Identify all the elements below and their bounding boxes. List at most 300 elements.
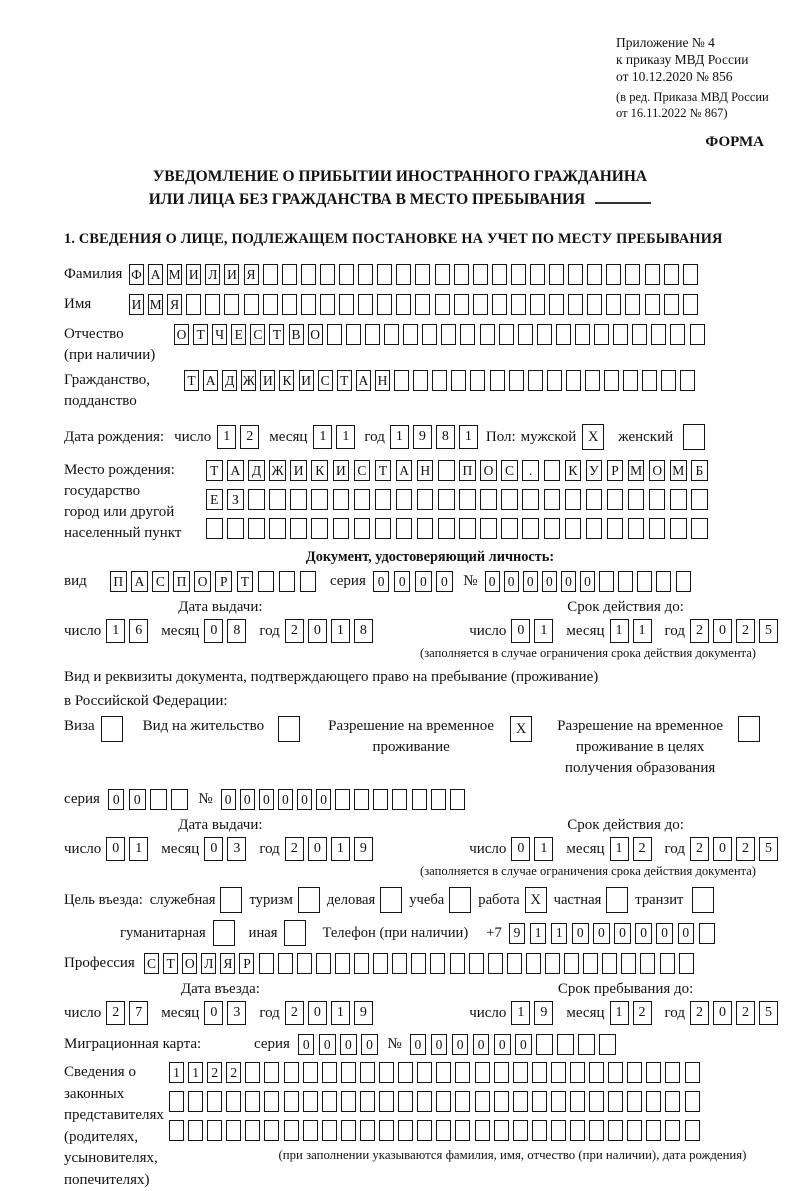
staydoc-issue-month[interactable] (204, 837, 250, 861)
box-cell[interactable]: 1 (610, 1001, 629, 1025)
box-cell[interactable] (594, 324, 609, 345)
box-cell[interactable] (358, 264, 373, 285)
box-cell[interactable]: 1 (633, 619, 652, 643)
box-cell[interactable] (377, 294, 392, 315)
box-cell[interactable] (396, 489, 413, 510)
entry-day[interactable] (106, 1001, 152, 1025)
box-cell[interactable] (432, 370, 447, 391)
box-cell[interactable] (513, 1062, 528, 1083)
birthplace-row-2[interactable] (206, 489, 712, 510)
staydoc-issue-day[interactable] (106, 837, 152, 861)
box-cell[interactable]: 0 (485, 571, 500, 592)
box-cell[interactable] (589, 1091, 604, 1112)
box-cell[interactable]: 0 (308, 837, 327, 861)
box-cell[interactable] (494, 1091, 509, 1112)
temp-residence-checkbox[interactable] (510, 716, 532, 742)
box-cell[interactable] (459, 518, 476, 539)
staydoc-issue-year[interactable] (285, 837, 377, 861)
box-cell[interactable] (450, 953, 465, 974)
box-cell[interactable]: 1 (129, 837, 148, 861)
box-cell[interactable]: 0 (511, 837, 530, 861)
box-cell[interactable]: Д (248, 460, 265, 481)
box-cell[interactable] (568, 294, 583, 315)
box-cell[interactable] (417, 1091, 432, 1112)
box-cell[interactable]: Я (244, 264, 259, 285)
box-cell[interactable]: 2 (285, 619, 304, 643)
box-cell[interactable] (436, 1062, 451, 1083)
box-cell[interactable] (245, 1091, 260, 1112)
box-cell[interactable] (375, 489, 392, 510)
box-cell[interactable]: 3 (227, 1001, 246, 1025)
box-cell[interactable]: Ч (212, 324, 227, 345)
box-cell[interactable] (339, 264, 354, 285)
representatives-row-3[interactable] (169, 1120, 796, 1141)
box-cell[interactable] (623, 370, 638, 391)
box-cell[interactable]: 0 (511, 619, 530, 643)
box-cell[interactable] (586, 518, 603, 539)
box-cell[interactable]: 0 (473, 1034, 490, 1055)
box-cell[interactable]: А (356, 370, 371, 391)
box-cell[interactable] (469, 953, 484, 974)
box-cell[interactable]: 8 (227, 619, 246, 643)
box-cell[interactable]: Р (607, 460, 624, 481)
box-cell[interactable] (455, 1120, 470, 1141)
box-cell[interactable] (403, 324, 418, 345)
box-cell[interactable] (226, 1120, 241, 1141)
box-cell[interactable] (379, 1120, 394, 1141)
box-cell[interactable] (341, 1062, 356, 1083)
box-cell[interactable] (206, 518, 223, 539)
box-cell[interactable] (473, 264, 488, 285)
box-cell[interactable] (207, 1091, 222, 1112)
box-cell[interactable]: 0 (593, 923, 610, 944)
box-cell[interactable] (169, 1091, 184, 1112)
box-cell[interactable]: 0 (494, 1034, 511, 1055)
box-cell[interactable]: О (182, 953, 197, 974)
box-cell[interactable] (333, 518, 350, 539)
purpose-study-checkbox[interactable] (449, 887, 471, 913)
box-cell[interactable] (435, 264, 450, 285)
box-cell[interactable] (578, 1034, 595, 1055)
box-cell[interactable] (628, 489, 645, 510)
birthplace-row-3[interactable] (206, 518, 712, 539)
sex-male-checkbox[interactable] (582, 424, 604, 450)
box-cell[interactable] (494, 1062, 509, 1083)
box-cell[interactable] (570, 1062, 585, 1083)
iddoc-issue-month[interactable] (204, 619, 250, 643)
box-cell[interactable] (651, 324, 666, 345)
stay-until-day[interactable] (511, 1001, 557, 1025)
box-cell[interactable]: 0 (580, 571, 595, 592)
box-cell[interactable]: 2 (690, 837, 709, 861)
box-cell[interactable] (606, 294, 621, 315)
box-cell[interactable]: 5 (759, 837, 778, 861)
box-cell[interactable]: 1 (534, 619, 553, 643)
box-cell[interactable]: 0 (308, 619, 327, 643)
box-cell[interactable] (360, 1062, 375, 1083)
box-cell[interactable] (213, 920, 235, 946)
box-cell[interactable] (646, 1062, 661, 1083)
box-cell[interactable] (346, 324, 361, 345)
box-cell[interactable]: П (173, 571, 190, 592)
box-cell[interactable] (608, 1091, 623, 1112)
box-cell[interactable]: 0 (656, 923, 673, 944)
box-cell[interactable] (354, 789, 369, 810)
box-cell[interactable] (501, 518, 518, 539)
box-cell[interactable]: 1 (610, 837, 629, 861)
box-cell[interactable]: И (224, 264, 239, 285)
given-name-field[interactable] (129, 294, 702, 315)
box-cell[interactable] (244, 294, 259, 315)
migcard-number-field[interactable] (410, 1034, 621, 1055)
box-cell[interactable] (392, 789, 407, 810)
box-cell[interactable] (379, 1062, 394, 1083)
box-cell[interactable] (335, 953, 350, 974)
box-cell[interactable] (415, 264, 430, 285)
box-cell[interactable]: 0 (614, 923, 631, 944)
box-cell[interactable]: 0 (713, 837, 732, 861)
box-cell[interactable] (297, 953, 312, 974)
box-cell[interactable]: Я (220, 953, 235, 974)
box-cell[interactable]: 1 (217, 425, 236, 449)
phone-field[interactable] (509, 923, 720, 944)
box-cell[interactable] (507, 953, 522, 974)
box-cell[interactable] (490, 370, 505, 391)
box-cell[interactable] (354, 518, 371, 539)
box-cell[interactable] (226, 1091, 241, 1112)
box-cell[interactable]: Н (417, 460, 434, 481)
box-cell[interactable] (392, 953, 407, 974)
doc-type-field[interactable] (110, 571, 321, 592)
box-cell[interactable]: 2 (207, 1062, 222, 1083)
box-cell[interactable]: 2 (736, 1001, 755, 1025)
box-cell[interactable] (335, 789, 350, 810)
box-cell[interactable]: 9 (354, 1001, 373, 1025)
box-cell[interactable] (683, 264, 698, 285)
box-cell[interactable]: 2 (226, 1062, 241, 1083)
box-cell[interactable]: 0 (340, 1034, 357, 1055)
box-cell[interactable]: Р (239, 953, 254, 974)
purpose-official-checkbox[interactable] (220, 887, 242, 913)
box-cell[interactable]: 2 (633, 837, 652, 861)
birth-year-field[interactable] (390, 425, 482, 449)
box-cell[interactable] (565, 518, 582, 539)
box-cell[interactable] (431, 789, 446, 810)
purpose-other-checkbox[interactable] (284, 920, 306, 946)
box-cell[interactable]: 0 (452, 1034, 469, 1055)
purpose-tourism-checkbox[interactable] (298, 887, 320, 913)
box-cell[interactable] (599, 571, 614, 592)
birthplace-row-1[interactable] (206, 460, 712, 481)
box-cell[interactable]: 1 (331, 619, 350, 643)
box-cell[interactable] (341, 1091, 356, 1112)
box-cell[interactable] (536, 1034, 553, 1055)
box-cell[interactable] (475, 1062, 490, 1083)
box-cell[interactable] (360, 1091, 375, 1112)
box-cell[interactable] (258, 571, 275, 592)
box-cell[interactable]: И (186, 264, 201, 285)
box-cell[interactable] (640, 953, 655, 974)
box-cell[interactable]: 0 (436, 571, 453, 592)
box-cell[interactable] (316, 953, 331, 974)
box-cell[interactable]: . (522, 460, 539, 481)
box-cell[interactable] (649, 518, 666, 539)
box-cell[interactable] (680, 370, 695, 391)
box-cell[interactable] (627, 1062, 642, 1083)
box-cell[interactable]: 2 (240, 425, 259, 449)
box-cell[interactable]: Ж (241, 370, 256, 391)
box-cell[interactable]: 2 (690, 619, 709, 643)
box-cell[interactable] (263, 264, 278, 285)
box-cell[interactable] (436, 1091, 451, 1112)
box-cell[interactable] (354, 953, 369, 974)
box-cell[interactable] (513, 1120, 528, 1141)
box-cell[interactable]: 8 (354, 619, 373, 643)
box-cell[interactable]: 0 (298, 1034, 315, 1055)
box-cell[interactable] (551, 1062, 566, 1083)
box-cell[interactable]: 2 (285, 837, 304, 861)
box-cell[interactable] (690, 324, 705, 345)
box-cell[interactable] (532, 1120, 547, 1141)
box-cell[interactable] (460, 324, 475, 345)
box-cell[interactable]: 1 (551, 923, 568, 944)
box-cell[interactable]: 0 (561, 571, 576, 592)
box-cell[interactable]: 1 (534, 837, 553, 861)
box-cell[interactable] (599, 1034, 616, 1055)
box-cell[interactable] (544, 489, 561, 510)
box-cell[interactable] (396, 294, 411, 315)
box-cell[interactable] (649, 489, 666, 510)
box-cell[interactable] (284, 1091, 299, 1112)
box-cell[interactable] (608, 1062, 623, 1083)
box-cell[interactable] (339, 294, 354, 315)
iddoc-issue-year[interactable] (285, 619, 377, 643)
box-cell[interactable]: 5 (759, 1001, 778, 1025)
box-cell[interactable]: 0 (542, 571, 557, 592)
box-cell[interactable] (224, 294, 239, 315)
box-cell[interactable] (568, 264, 583, 285)
box-cell[interactable] (480, 518, 497, 539)
box-cell[interactable] (627, 1120, 642, 1141)
iddoc-issue-day[interactable] (106, 619, 152, 643)
box-cell[interactable]: Т (206, 460, 223, 481)
staydoc-expiry-day[interactable] (511, 837, 557, 861)
box-cell[interactable] (263, 294, 278, 315)
box-cell[interactable]: 0 (373, 571, 390, 592)
box-cell[interactable]: С (144, 953, 159, 974)
box-cell[interactable] (284, 1120, 299, 1141)
box-cell[interactable] (380, 887, 402, 913)
staydoc-expiry-year[interactable] (690, 837, 782, 861)
box-cell[interactable] (413, 370, 428, 391)
box-cell[interactable] (438, 460, 455, 481)
box-cell[interactable] (365, 324, 380, 345)
box-cell[interactable] (303, 1120, 318, 1141)
box-cell[interactable] (544, 518, 561, 539)
box-cell[interactable]: И (129, 294, 144, 315)
box-cell[interactable]: 2 (633, 1001, 652, 1025)
box-cell[interactable] (586, 489, 603, 510)
box-cell[interactable] (398, 1120, 413, 1141)
box-cell[interactable] (282, 294, 297, 315)
box-cell[interactable] (473, 294, 488, 315)
box-cell[interactable] (290, 489, 307, 510)
box-cell[interactable]: 1 (390, 425, 409, 449)
box-cell[interactable]: М (670, 460, 687, 481)
box-cell[interactable] (691, 518, 708, 539)
box-cell[interactable]: 2 (736, 837, 755, 861)
box-cell[interactable] (438, 489, 455, 510)
box-cell[interactable] (259, 953, 274, 974)
box-cell[interactable] (171, 789, 188, 810)
box-cell[interactable] (396, 264, 411, 285)
box-cell[interactable] (188, 1091, 203, 1112)
box-cell[interactable]: С (152, 571, 169, 592)
box-cell[interactable] (664, 264, 679, 285)
box-cell[interactable] (526, 953, 541, 974)
box-cell[interactable] (412, 789, 427, 810)
box-cell[interactable]: 5 (759, 619, 778, 643)
entry-year[interactable] (285, 1001, 377, 1025)
box-cell[interactable]: 1 (106, 619, 125, 643)
box-cell[interactable] (396, 518, 413, 539)
box-cell[interactable] (301, 294, 316, 315)
box-cell[interactable]: Л (205, 264, 220, 285)
box-cell[interactable] (186, 294, 201, 315)
iddoc-expiry-month[interactable] (610, 619, 656, 643)
box-cell[interactable]: А (396, 460, 413, 481)
box-cell[interactable] (564, 953, 579, 974)
box-cell[interactable]: Р (215, 571, 232, 592)
box-cell[interactable] (587, 264, 602, 285)
purpose-private-checkbox[interactable] (606, 887, 628, 913)
box-cell[interactable] (621, 953, 636, 974)
box-cell[interactable] (284, 920, 306, 946)
patronymic-field[interactable] (174, 324, 709, 345)
box-cell[interactable] (637, 571, 652, 592)
box-cell[interactable] (320, 294, 335, 315)
box-cell[interactable]: 6 (129, 619, 148, 643)
birth-day-field[interactable] (217, 425, 263, 449)
box-cell[interactable] (632, 324, 647, 345)
box-cell[interactable]: 0 (415, 571, 432, 592)
residence-permit-checkbox[interactable] (278, 716, 300, 742)
box-cell[interactable]: 0 (278, 789, 293, 810)
box-cell[interactable] (311, 518, 328, 539)
box-cell[interactable]: 1 (530, 923, 547, 944)
box-cell[interactable] (738, 716, 760, 742)
box-cell[interactable]: 0 (106, 837, 125, 861)
box-cell[interactable]: Т (184, 370, 199, 391)
box-cell[interactable] (303, 1062, 318, 1083)
box-cell[interactable] (530, 264, 545, 285)
box-cell[interactable] (665, 1091, 680, 1112)
box-cell[interactable] (618, 571, 633, 592)
box-cell[interactable] (566, 370, 581, 391)
box-cell[interactable]: К (279, 370, 294, 391)
box-cell[interactable]: П (459, 460, 476, 481)
box-cell[interactable] (656, 571, 671, 592)
box-cell[interactable] (518, 324, 533, 345)
box-cell[interactable] (278, 953, 293, 974)
box-cell[interactable] (608, 1120, 623, 1141)
box-cell[interactable] (394, 370, 409, 391)
box-cell[interactable] (670, 324, 685, 345)
box-cell[interactable] (683, 294, 698, 315)
box-cell[interactable]: С (318, 370, 333, 391)
box-cell[interactable] (583, 953, 598, 974)
stay-until-month[interactable] (610, 1001, 656, 1025)
box-cell[interactable] (436, 1120, 451, 1141)
box-cell[interactable] (522, 518, 539, 539)
box-cell[interactable] (549, 294, 564, 315)
box-cell[interactable] (279, 571, 296, 592)
visa-checkbox[interactable] (101, 716, 123, 742)
box-cell[interactable]: Т (193, 324, 208, 345)
box-cell[interactable]: И (260, 370, 275, 391)
box-cell[interactable]: Н (375, 370, 390, 391)
box-cell[interactable] (322, 1091, 337, 1112)
box-cell[interactable]: 0 (394, 571, 411, 592)
box-cell[interactable]: X (510, 716, 532, 742)
box-cell[interactable] (499, 324, 514, 345)
box-cell[interactable] (248, 518, 265, 539)
box-cell[interactable]: 2 (690, 1001, 709, 1025)
box-cell[interactable] (320, 264, 335, 285)
box-cell[interactable] (676, 571, 691, 592)
box-cell[interactable] (327, 324, 342, 345)
box-cell[interactable] (522, 489, 539, 510)
box-cell[interactable]: К (565, 460, 582, 481)
box-cell[interactable]: 0 (204, 619, 223, 643)
box-cell[interactable]: О (194, 571, 211, 592)
box-cell[interactable] (322, 1062, 337, 1083)
box-cell[interactable] (373, 789, 388, 810)
box-cell[interactable]: М (167, 264, 182, 285)
box-cell[interactable]: 0 (515, 1034, 532, 1055)
box-cell[interactable] (475, 1120, 490, 1141)
box-cell[interactable] (679, 953, 694, 974)
box-cell[interactable]: Т (163, 953, 178, 974)
box-cell[interactable]: 2 (736, 619, 755, 643)
doc-number-field[interactable] (485, 571, 695, 592)
box-cell[interactable]: 0 (204, 1001, 223, 1025)
box-cell[interactable] (454, 294, 469, 315)
box-cell[interactable] (333, 489, 350, 510)
box-cell[interactable] (360, 1120, 375, 1141)
box-cell[interactable] (685, 1120, 700, 1141)
box-cell[interactable] (415, 294, 430, 315)
stay-until-year[interactable] (690, 1001, 782, 1025)
citizenship-field[interactable] (184, 370, 700, 391)
box-cell[interactable]: 9 (354, 837, 373, 861)
box-cell[interactable] (537, 324, 552, 345)
box-cell[interactable] (459, 489, 476, 510)
box-cell[interactable] (377, 264, 392, 285)
box-cell[interactable] (205, 294, 220, 315)
box-cell[interactable] (670, 489, 687, 510)
box-cell[interactable]: 3 (227, 837, 246, 861)
box-cell[interactable] (375, 518, 392, 539)
box-cell[interactable] (645, 294, 660, 315)
box-cell[interactable] (455, 1091, 470, 1112)
box-cell[interactable] (417, 1120, 432, 1141)
box-cell[interactable] (665, 1120, 680, 1141)
box-cell[interactable] (422, 324, 437, 345)
box-cell[interactable]: О (174, 324, 189, 345)
box-cell[interactable]: С (501, 460, 518, 481)
box-cell[interactable]: 0 (308, 1001, 327, 1025)
